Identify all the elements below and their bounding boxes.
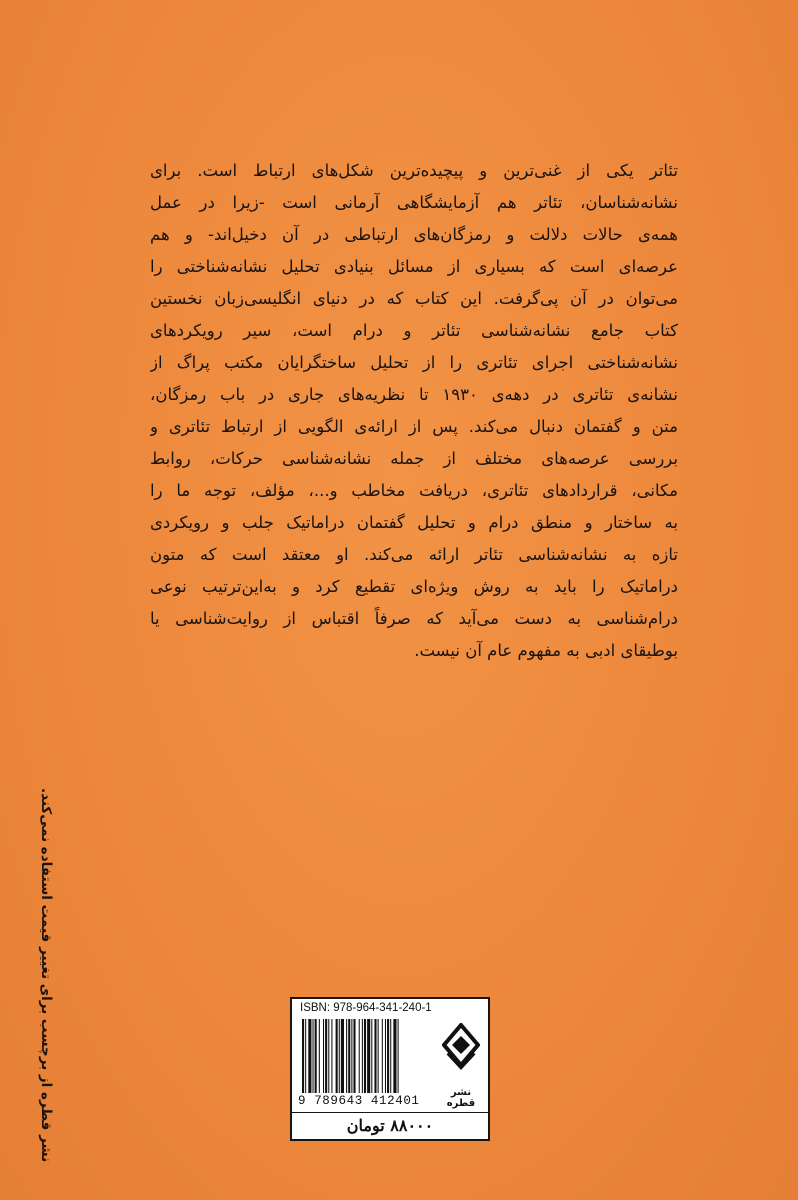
barcode-bar — [374, 1019, 376, 1093]
barcode-bar — [390, 1019, 391, 1093]
barcode-bar — [346, 1019, 347, 1093]
barcode-bar — [393, 1019, 396, 1093]
barcode-bar — [341, 1019, 344, 1093]
barcode-bar — [331, 1019, 332, 1093]
barcode-bar — [308, 1019, 311, 1093]
price-label-note: نشر قطره از برچسب برای تغییر قیمت استفاده نمی‌کند. — [38, 788, 54, 1163]
blurb-line: نشانه‌شناختی اجرای تئاتری را از تحلیل ساختگرایان مکتب پراگ از — [150, 353, 678, 372]
blurb-line: نشانه‌ی تئاتری در دهه‌ی ۱۹۳۰ تا نظریه‌های جاری در باب رمزگان، — [150, 385, 678, 404]
blurb-line: مکانی، قراردادهای تئاتری، دریافت مخاطب و...، مؤلف، توجه ما را — [150, 481, 678, 500]
price: ۸۸۰۰۰ تومان — [346, 1116, 434, 1135]
blurb-line: می‌توان در آن پی‌گرفت. این کتاب که در دنیای انگلیسی‌زبان نخستین — [150, 289, 678, 308]
barcode-bar — [319, 1019, 320, 1093]
barcode-bar — [382, 1019, 383, 1093]
blurb-line: تازه به نشانه‌شناسی تئاتر ارائه می‌کند. او معتقد است که متون — [150, 545, 678, 564]
barcode-bar — [313, 1019, 314, 1093]
barcode-bar — [323, 1019, 324, 1093]
isbn-price-box — [290, 997, 490, 1141]
blurb-line: عرصه‌ای است که بسیاری از مسائل بنیادی تحلیل نشانه‌شناختی را — [150, 257, 678, 276]
blurb-line: کتاب جامع نشانه‌شناسی تئاتر و درام است، سیر رویکردهای — [150, 321, 678, 340]
blurb-line: بررسی عرصه‌های مختلف از جمله نشانه‌شناسی حرکات، روابط — [150, 449, 678, 468]
blurb-text — [150, 155, 678, 667]
barcode-bar — [336, 1019, 338, 1093]
blurb-line: درام‌شناسی به دست می‌آید که صرفاً اقتباس از روایت‌شناسی یا — [150, 609, 678, 628]
barcode-bar — [385, 1019, 386, 1093]
barcode-bar — [348, 1019, 350, 1093]
barcode-bar — [398, 1019, 399, 1093]
barcode-bar — [339, 1019, 340, 1093]
blurb-line: به ساختار و منطق درام و تحلیل گفتمان دراماتیک جلب و رویکردی — [150, 513, 678, 532]
barcode-bar — [362, 1019, 363, 1093]
barcode-bar — [353, 1019, 355, 1093]
blurb-line: تئاتر یکی از غنی‌ترین و پیچیده‌ترین شکل‌های ارتباط است. برای — [150, 161, 678, 180]
publisher-logo-icon — [442, 1023, 480, 1083]
barcode-bar — [305, 1019, 306, 1093]
publisher-logo-text: نشر قطره — [446, 1087, 476, 1109]
blurb-line: بوطیقای ادبی به مفهوم عام آن نیست. — [414, 641, 678, 660]
barcode-bar — [364, 1019, 366, 1093]
barcode-bar — [325, 1019, 327, 1093]
barcode-bar — [367, 1019, 370, 1093]
barcode-bar — [371, 1019, 372, 1093]
blurb-line: دراماتیک را باید به روش ویژه‌ای تقطیع کرد و به‌این‌ترتیب نوعی — [150, 577, 678, 596]
barcode-bar — [315, 1019, 317, 1093]
barcode — [302, 1019, 434, 1093]
barcode-bar — [328, 1019, 329, 1093]
barcode-bar — [351, 1019, 352, 1093]
barcode-bar — [387, 1019, 389, 1093]
barcode-bar — [378, 1019, 379, 1093]
isbn-label: ISBN: 978-964-341-240-1 — [300, 1002, 432, 1014]
barcode-digits: 9 789643 412401 — [298, 1094, 420, 1108]
barcode-bar — [359, 1019, 360, 1093]
blurb-line: متن و گفتمان دنبال می‌کند. پس از ارائه‌ی الگویی از ارتباط تئاتری و — [150, 417, 678, 436]
blurb-line: همه‌ی حالات دلالت و رمزگان‌های ارتباطی در آن دخیل‌اند- و هم — [150, 225, 678, 244]
blurb-line: نشانه‌شناسان، تئاتر هم آزمایشگاهی آرمانی است -زیرا در عمل — [150, 193, 678, 212]
barcode-bar — [302, 1019, 304, 1093]
